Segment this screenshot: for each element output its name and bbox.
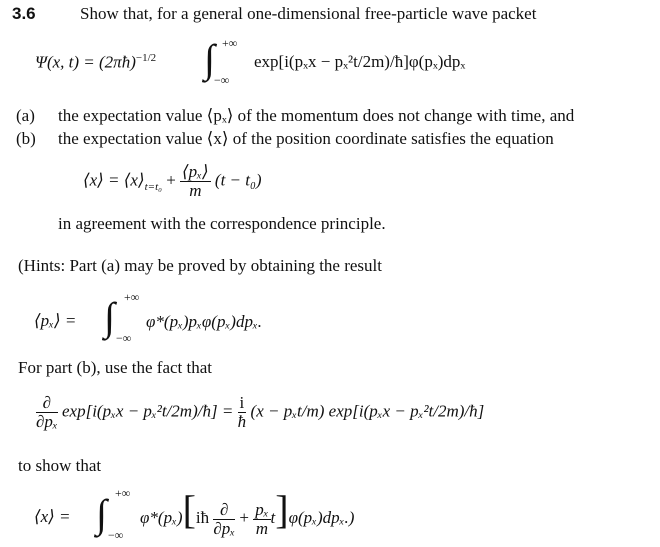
- eq-final-deriv-den: ∂pₓ: [213, 518, 236, 538]
- eq-x-frac-den: m: [189, 181, 202, 200]
- eq-final-body: [140, 487, 355, 538]
- eq-final-plus: +: [239, 508, 249, 527]
- eq-x-expectation: [83, 163, 262, 200]
- eq-x-plus: +: [166, 170, 176, 190]
- eq-x-tail: (t − t₀): [214, 170, 262, 190]
- problem-number: 3.6: [12, 4, 36, 23]
- eq-final-ih: iħ: [195, 508, 210, 527]
- eq-final-pre: φ*(pₓ): [140, 508, 183, 527]
- integral-sign: ∫: [96, 491, 107, 536]
- deriv-right: (x − pₓt/m) exp[i(pₓx − pₓ²t/2m)/ħ]: [250, 401, 485, 421]
- eq-final-deriv-fraction: [213, 501, 235, 538]
- part-b-intro: For part (b), use the fact that: [18, 358, 213, 377]
- eq-final-lhs: ⟨x⟩ =: [34, 507, 71, 526]
- eq-final-post: φ(pₓ)dpₓ.): [288, 508, 355, 527]
- deriv-num: ∂: [36, 394, 58, 413]
- hints-intro: (Hints: Part (a) may be proved by obtaining the result: [18, 256, 382, 275]
- integral-upper-limit: +∞: [222, 36, 238, 50]
- eq-x-subscript: t=t₀: [144, 180, 162, 193]
- part-a-text: the expectation value ⟨pₓ⟩ of the momentum does not change with time, and: [58, 106, 575, 125]
- eq-p-lhs: ⟨pₓ⟩ =: [34, 311, 77, 330]
- part-a-label: (a): [16, 106, 35, 125]
- problem-statement: Show that, for a general one-dimensional free-particle wave packet: [80, 4, 537, 23]
- eq-derivative: [36, 394, 484, 431]
- eq-p-upper-limit: +∞: [124, 290, 140, 304]
- eq-x-fraction: [180, 163, 211, 200]
- to-show-text: to show that: [18, 456, 102, 475]
- deriv-i-num: i: [239, 393, 245, 412]
- correspondence-text: in agreement with the correspondence principle.: [58, 214, 386, 233]
- deriv-fraction: [36, 394, 58, 431]
- eq-final-p-fraction: [253, 501, 270, 538]
- wave-packet-exponent: −1/2: [135, 52, 157, 64]
- eq-final-p-den: m: [255, 518, 269, 538]
- eq-final-deriv-num: ∂: [213, 501, 235, 520]
- wave-packet-integrand: exp[i(pₓx − pₓ²t/2m)/ħ]φ(pₓ)dpₓ: [254, 52, 466, 71]
- deriv-i-fraction: [238, 394, 247, 431]
- part-b-text: the expectation value ⟨x⟩ of the position coordinate satisfies the equation: [58, 129, 554, 148]
- deriv-den: ∂pₓ: [36, 412, 58, 431]
- eq-p-lower-limit: −∞: [116, 331, 132, 345]
- eq-final-p-num: pₓ: [255, 499, 269, 519]
- deriv-left: exp[i(pₓx − pₓ²t/2m)/ħ] =: [61, 401, 234, 421]
- eq-final-open-bracket: [: [182, 487, 196, 532]
- eq-final-upper-limit: +∞: [115, 486, 131, 500]
- integral-lower-limit: −∞: [214, 73, 230, 87]
- eq-p-integrand: φ*(pₓ)pₓφ(pₓ)dpₓ.: [146, 312, 263, 331]
- eq-x-lhs: ⟨x⟩ = ⟨x⟩: [83, 170, 145, 190]
- integral-sign: ∫: [204, 36, 215, 81]
- eq-final-lower-limit: −∞: [108, 528, 124, 542]
- integral-sign: ∫: [104, 294, 115, 339]
- wave-packet-lhs-text: Ψ(x, t) = (2πħ): [35, 52, 136, 72]
- eq-final-close-bracket: ]: [275, 487, 289, 532]
- eq-x-frac-num: ⟨pₓ⟩: [182, 162, 209, 181]
- part-b-label: (b): [16, 129, 36, 148]
- eq-final-t: t: [270, 508, 276, 527]
- wave-packet-lhs: [35, 52, 156, 73]
- deriv-i-den: ħ: [237, 412, 247, 431]
